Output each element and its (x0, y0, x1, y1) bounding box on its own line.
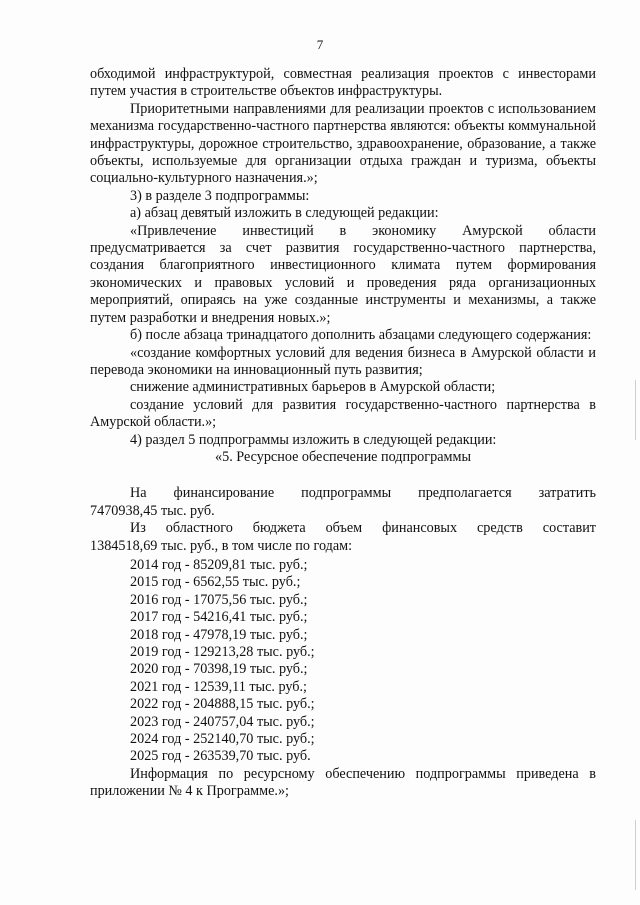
closing-paragraph: Информация по ресурсному обеспечению подпрограммы приведена в приложении № 4 к Программе.»; (90, 765, 596, 800)
year-funding-line: 2016 год - 17075,56 тыс. руб.; (130, 591, 308, 608)
financing-regional-amount: 1384518,69 тыс. руб., в том числе по годам: (90, 537, 353, 554)
year-funding-line: 2017 год - 54216,41 тыс. руб.; (130, 609, 308, 626)
year-funding-line: 2018 год - 47978,19 тыс. руб.; (130, 626, 308, 643)
financing-total-line: На финансирование подпрограммы предполагается затратить (130, 485, 596, 502)
year-funding-line: 2020 год - 70398,19 тыс. руб.; (130, 661, 308, 678)
paragraph: обходимой инфраструктурой, совместная реализация проектов с инвесторами путем участия в строительстве объектов инфраструктуры. (90, 66, 596, 100)
year-funding-line: 2025 год - 263539,70 тыс. руб. (130, 748, 311, 765)
paragraph: «Привлечение инвестиций в экономику Амурской области предусматривается за счет развития государственно-частного партнерства, создания благоприятного инвестиционного климата путем формирования экономических и правовых условий и проведения ряда организационных мероприятий, опираясь на уже созданные инструменты и механизмы, а также путем разработки и внедрения новых.»; (90, 222, 596, 326)
paragraph: б) после абзаца тринадцатого дополнить абзацами следующего содержания: (130, 327, 592, 344)
page-number: 7 (316, 37, 324, 52)
year-funding-line: 2023 год - 240757,04 тыс. руб.; (130, 713, 315, 730)
paragraph: 3) в разделе 3 подпрограммы: (130, 187, 310, 204)
year-funding-line: 2015 год - 6562,55 тыс. руб.; (130, 574, 301, 591)
year-funding-line: 2021 год - 12539,11 тыс. руб.; (130, 678, 307, 695)
scan-edge-mark (635, 820, 636, 890)
document-body (90, 66, 596, 801)
section-title: «5. Ресурсное обеспечение подпрограммы (215, 448, 471, 465)
spacer (90, 466, 596, 485)
paragraph: Приоритетными направлениями для реализации проектов с использованием механизма государственно-частного партнерства являются: объекты коммунальной инфраструктуры, дорожное строительство, здравоохранение, образование, а также объекты, используемые для организации отдыха граждан и туризма, объекты социально-культурного назначения.»; (90, 100, 596, 187)
paragraph: а) абзац девятый изложить в следующей редакции: (130, 205, 439, 222)
financing-regional-line: Из областного бюджета объем финансовых средств составит (130, 520, 596, 537)
paragraph: создание условий для развития государственно-частного партнерства в Амурской области.»; (90, 396, 596, 431)
year-funding-line: 2022 год - 204888,15 тыс. руб.; (130, 696, 315, 713)
paragraph: снижение административных барьеров в Амурской области; (130, 379, 496, 396)
financing-total-amount: 7470938,45 тыс. руб. (90, 502, 215, 519)
paragraph: 4) раздел 5 подпрограммы изложить в следующей редакции: (130, 431, 497, 448)
year-funding-line: 2024 год - 252140,70 тыс. руб.; (130, 731, 315, 748)
year-funding-line: 2019 год - 129213,28 тыс. руб.; (130, 644, 315, 660)
scan-edge-mark (635, 380, 636, 440)
paragraph: «создание комфортных условий для ведения бизнеса в Амурской области и перевода экономики на инновационный путь развития; (90, 344, 596, 378)
year-funding-line: 2014 год - 85209,81 тыс. руб.; (130, 556, 308, 573)
